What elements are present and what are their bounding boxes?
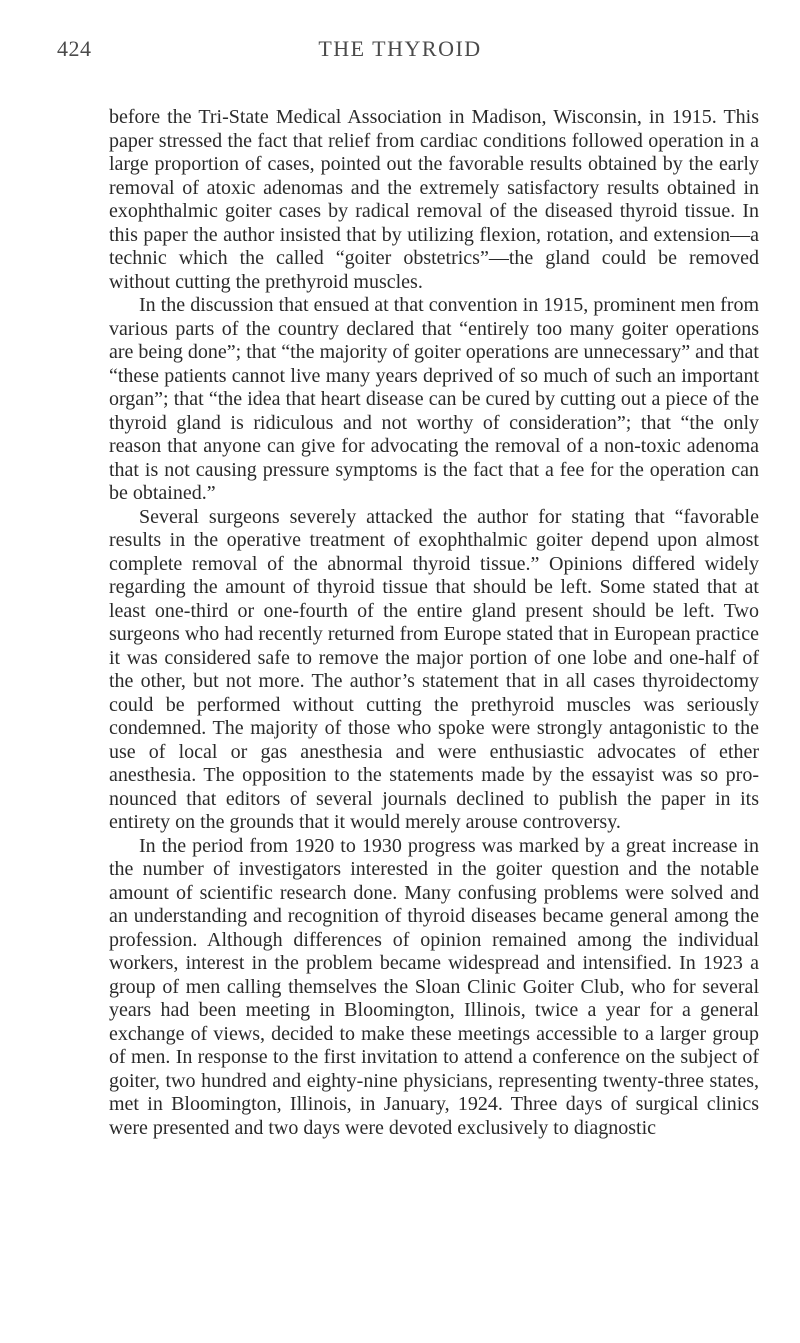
running-header — [0, 36, 800, 66]
paragraph: In the period from 1920 to 1930 progress was marked by a great increase in the number of investigators interested in the goiter question and the notable amount of scientific research done. Many confusing problems were solved and an understanding and recognition of thyroid diseases became general among the profession. Although differences of opinion remained among the individual workers, interest in the problem became widespread and intensified. In 1923 a group of men calling themselves the Sloan Clinic Goiter Club, who for several years had been meeting in Bloomington, Illinois, twice a year for a general exchange of views, decided to make these meetings accessible to a larger group of men. In response to the first invitation to attend a conference on the subject of goiter, two hundred and eighty-nine physicians, representing twenty-three states, met in Bloomington, Illinois, in January, 1924. Three days of surgical clinics were presented and two days were devoted exclusively to diagnostic — [109, 834, 759, 1139]
page-number: 424 — [57, 36, 92, 61]
paragraph: before the Tri-State Medical Association in Madison, Wisconsin, in 1915. This paper stressed the fact that relief from cardiac conditions followed operation in a large proportion of cases, pointed out the favorable results obtained by the early removal of atoxic adenomas and the extremely satisfactory results obtained in exophthalmic goiter cases by radical removal of the diseased thyroid tissue. In this paper the author insisted that by utilizing flexion, rotation, and extension—a technic which the called “goiter obstetrics”—the gland could be removed without cutting the prethyroid muscles. — [109, 106, 759, 293]
running-title: THE THYROID — [318, 36, 482, 61]
paragraph: Several surgeons severely attacked the author for stating that “favorable results in the operative treatment of exophthalmic goiter depend upon almost complete removal of the abnormal thyroid tissue.” Opinions differed widely regarding the amount of thyroid tissue that should be left. Some stated that at least one-third or one-fourth of the entire gland present should be left. Two surgeons who had recently returned from Europe stated that in European practice it was considered safe to remove the major portion of one lobe and one-half of the other, but not more. The author’s statement that in all cases thyroidectomy could be performed without cutting the prethyroid muscles was seriously condemned. The majority of those who spoke were strongly antagonistic to the use of local or gas anesthesia and were enthusiastic advocates of ether anesthesia. The opposition to the statements made by the essayist was so pronounced that editors of several journals declined to publish the paper in its entirety on the grounds that it would merely arouse controversy. — [109, 505, 759, 833]
body-text — [109, 106, 759, 1140]
paragraph: In the discussion that ensued at that convention in 1915, prominent men from various parts of the country declared that “entirely too many goiter operations are being done”; that “the majority of goiter operations are unnecessary” and that “these patients cannot live many years deprived of so much of such an important organ”; that “the idea that heart disease can be cured by cutting out a piece of the thyroid gland is ridiculous and not worthy of consideration”; that “the only reason that anyone can give for advocating the removal of a non-toxic adenoma that is not causing pressure symptoms is the fact that a fee for the operation can be obtained.” — [109, 294, 759, 504]
